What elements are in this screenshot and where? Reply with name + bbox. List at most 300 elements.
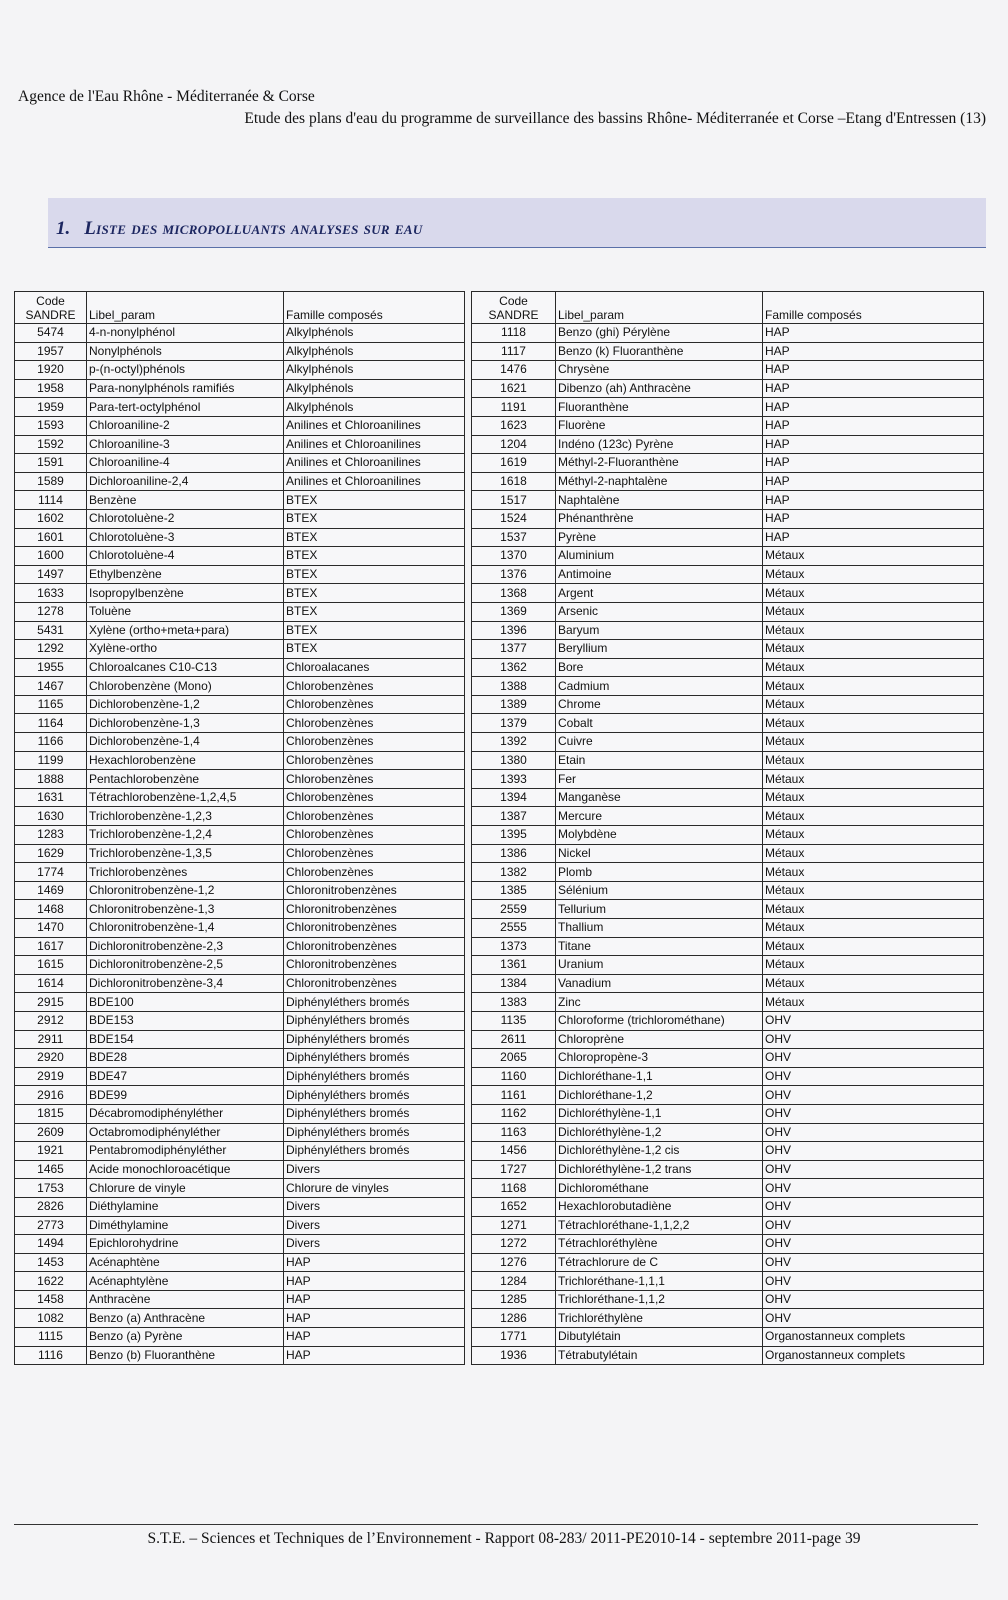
- cell-famille: OHV: [763, 1030, 984, 1049]
- cell-code-sandre: 2919: [15, 1067, 87, 1086]
- cell-famille: Organostanneux complets: [763, 1346, 984, 1365]
- table-row: [472, 733, 984, 752]
- cell-libel-param: Hexachlorobutadiène: [556, 1197, 763, 1216]
- cell-libel-param: Aluminium: [556, 547, 763, 566]
- cell-libel-param: Molybdène: [556, 826, 763, 845]
- cell-libel-param: Manganèse: [556, 788, 763, 807]
- cell-libel-param: Dibutylétain: [556, 1328, 763, 1347]
- cell-code-sandre: 1456: [472, 1142, 556, 1161]
- cell-code-sandre: 1370: [472, 547, 556, 566]
- cell-famille: BTEX: [284, 640, 465, 659]
- cell-code-sandre: 1652: [472, 1197, 556, 1216]
- table-row: [15, 621, 465, 640]
- cell-libel-param: Chlorobenzène (Mono): [87, 677, 284, 696]
- cell-code-sandre: 1888: [15, 770, 87, 789]
- header-famille-composes: Famille composés: [284, 292, 465, 324]
- table-row: [15, 788, 465, 807]
- cell-famille: Métaux: [763, 677, 984, 696]
- cell-famille: Alkylphénols: [284, 398, 465, 417]
- cell-famille: Anilines et Chloroanilines: [284, 416, 465, 435]
- cell-code-sandre: 1368: [472, 584, 556, 603]
- cell-famille: Métaux: [763, 807, 984, 826]
- cell-famille: Diphényléthers bromés: [284, 1049, 465, 1068]
- table-row: [472, 1160, 984, 1179]
- table-row: [15, 974, 465, 993]
- cell-code-sandre: 1476: [472, 361, 556, 380]
- cell-libel-param: Sélénium: [556, 881, 763, 900]
- cell-code-sandre: 1623: [472, 416, 556, 435]
- cell-code-sandre: 1384: [472, 974, 556, 993]
- cell-libel-param: Trichlorobenzènes: [87, 863, 284, 882]
- cell-famille: HAP: [763, 491, 984, 510]
- cell-famille: OHV: [763, 1011, 984, 1030]
- cell-code-sandre: 1619: [472, 454, 556, 473]
- cell-code-sandre: 1361: [472, 956, 556, 975]
- micropollutants-table-left: [14, 291, 465, 1365]
- cell-famille: Chlorobenzènes: [284, 770, 465, 789]
- section-number: 1.: [56, 218, 71, 239]
- cell-libel-param: Argent: [556, 584, 763, 603]
- cell-code-sandre: 1396: [472, 621, 556, 640]
- table-row: [15, 1253, 465, 1272]
- cell-famille: OHV: [763, 1067, 984, 1086]
- cell-libel-param: Dichloréthylène-1,1: [556, 1104, 763, 1123]
- table-row: [472, 993, 984, 1012]
- cell-code-sandre: 1376: [472, 565, 556, 584]
- table-row: [15, 454, 465, 473]
- cell-famille: Diphényléthers bromés: [284, 1030, 465, 1049]
- cell-famille: Chlorobenzènes: [284, 788, 465, 807]
- cell-libel-param: Chloronitrobenzène-1,3: [87, 900, 284, 919]
- header-libel-param: Libel_param: [556, 292, 763, 324]
- cell-famille: HAP: [763, 454, 984, 473]
- cell-libel-param: Zinc: [556, 993, 763, 1012]
- table-row: [15, 1067, 465, 1086]
- cell-libel-param: Nickel: [556, 844, 763, 863]
- cell-libel-param: Cuivre: [556, 733, 763, 752]
- cell-code-sandre: 1369: [472, 602, 556, 621]
- micropollutants-table-right: [471, 291, 984, 1365]
- cell-famille: Chlorobenzènes: [284, 826, 465, 845]
- cell-code-sandre: 1601: [15, 528, 87, 547]
- cell-code-sandre: 1458: [15, 1290, 87, 1309]
- cell-libel-param: Chloronitrobenzène-1,2: [87, 881, 284, 900]
- cell-code-sandre: 1602: [15, 509, 87, 528]
- table-row: [15, 1272, 465, 1291]
- cell-code-sandre: 1631: [15, 788, 87, 807]
- table-row: [472, 1197, 984, 1216]
- table-row: [15, 528, 465, 547]
- cell-code-sandre: 1386: [472, 844, 556, 863]
- cell-famille: BTEX: [284, 621, 465, 640]
- table-row: [472, 1179, 984, 1198]
- table-row: [15, 1235, 465, 1254]
- cell-libel-param: Décabromodiphényléther: [87, 1104, 284, 1123]
- cell-code-sandre: 1272: [472, 1235, 556, 1254]
- table-row: [472, 863, 984, 882]
- cell-famille: Métaux: [763, 547, 984, 566]
- cell-code-sandre: 1469: [15, 881, 87, 900]
- cell-famille: OHV: [763, 1216, 984, 1235]
- cell-code-sandre: 1385: [472, 881, 556, 900]
- table-row: [15, 881, 465, 900]
- cell-famille: Métaux: [763, 881, 984, 900]
- table-row: [472, 1216, 984, 1235]
- cell-famille: Diphényléthers bromés: [284, 1067, 465, 1086]
- cell-code-sandre: 1160: [472, 1067, 556, 1086]
- table-row: [15, 993, 465, 1012]
- cell-famille: Alkylphénols: [284, 361, 465, 380]
- table-row: [472, 324, 984, 343]
- cell-libel-param: Benzo (a) Pyrène: [87, 1328, 284, 1347]
- cell-code-sandre: 1278: [15, 602, 87, 621]
- cell-libel-param: Tétrachloréthane-1,1,2,2: [556, 1216, 763, 1235]
- cell-code-sandre: 1379: [472, 714, 556, 733]
- table-row: [15, 1011, 465, 1030]
- cell-libel-param: Dibenzo (ah) Anthracène: [556, 379, 763, 398]
- table-row: [472, 547, 984, 566]
- cell-code-sandre: 1470: [15, 919, 87, 938]
- cell-libel-param: Benzène: [87, 491, 284, 510]
- cell-libel-param: Chlorotoluène-4: [87, 547, 284, 566]
- cell-libel-param: Dichlorobenzène-1,3: [87, 714, 284, 733]
- table-row: [15, 863, 465, 882]
- cell-famille: OHV: [763, 1179, 984, 1198]
- cell-code-sandre: 1116: [15, 1346, 87, 1365]
- cell-libel-param: Ethylbenzène: [87, 565, 284, 584]
- cell-code-sandre: 1633: [15, 584, 87, 603]
- cell-famille: OHV: [763, 1123, 984, 1142]
- cell-famille: Métaux: [763, 826, 984, 845]
- table-row: [472, 491, 984, 510]
- cell-famille: Chlorobenzènes: [284, 863, 465, 882]
- cell-code-sandre: 2609: [15, 1123, 87, 1142]
- cell-code-sandre: 1285: [472, 1290, 556, 1309]
- table-row: [15, 900, 465, 919]
- cell-famille: HAP: [763, 472, 984, 491]
- cell-famille: HAP: [763, 398, 984, 417]
- header-code-line2: SANDRE: [488, 308, 539, 322]
- cell-code-sandre: 1771: [472, 1328, 556, 1347]
- cell-code-sandre: 2611: [472, 1030, 556, 1049]
- cell-famille: Chlorobenzènes: [284, 677, 465, 696]
- table-row: [472, 379, 984, 398]
- cell-libel-param: Dichlorobenzène-1,2: [87, 695, 284, 714]
- table-row: [472, 881, 984, 900]
- cell-famille: Diphényléthers bromés: [284, 993, 465, 1012]
- table-row: [15, 695, 465, 714]
- cell-famille: Chloroalacanes: [284, 658, 465, 677]
- cell-libel-param: Cobalt: [556, 714, 763, 733]
- cell-libel-param: Antimoine: [556, 565, 763, 584]
- cell-famille: BTEX: [284, 528, 465, 547]
- table-row: [472, 1104, 984, 1123]
- cell-code-sandre: 1600: [15, 547, 87, 566]
- cell-code-sandre: 1118: [472, 324, 556, 343]
- cell-famille: Alkylphénols: [284, 324, 465, 343]
- cell-code-sandre: 1453: [15, 1253, 87, 1272]
- cell-famille: Divers: [284, 1160, 465, 1179]
- table-row: [472, 1142, 984, 1161]
- table-row: [15, 1179, 465, 1198]
- table-row: [472, 1123, 984, 1142]
- cell-libel-param: Acénaphtène: [87, 1253, 284, 1272]
- cell-libel-param: Xylène-ortho: [87, 640, 284, 659]
- cell-code-sandre: 1494: [15, 1235, 87, 1254]
- cell-famille: Métaux: [763, 640, 984, 659]
- cell-famille: HAP: [284, 1346, 465, 1365]
- cell-code-sandre: 1622: [15, 1272, 87, 1291]
- cell-libel-param: Etain: [556, 751, 763, 770]
- cell-code-sandre: 1630: [15, 807, 87, 826]
- cell-code-sandre: 1117: [472, 342, 556, 361]
- table-row: [472, 900, 984, 919]
- cell-libel-param: Para-tert-octylphénol: [87, 398, 284, 417]
- cell-famille: Chloronitrobenzènes: [284, 900, 465, 919]
- cell-libel-param: Dichloréthylène-1,2: [556, 1123, 763, 1142]
- table-row: [472, 919, 984, 938]
- cell-libel-param: Nonylphénols: [87, 342, 284, 361]
- cell-code-sandre: 1921: [15, 1142, 87, 1161]
- cell-famille: OHV: [763, 1290, 984, 1309]
- cell-famille: HAP: [763, 528, 984, 547]
- cell-code-sandre: 2555: [472, 919, 556, 938]
- header-libel-param: Libel_param: [87, 292, 284, 324]
- cell-code-sandre: 1283: [15, 826, 87, 845]
- cell-code-sandre: 2559: [472, 900, 556, 919]
- table-row: [472, 695, 984, 714]
- section-heading-band: [48, 198, 986, 248]
- cell-libel-param: Dichloroaniline-2,4: [87, 472, 284, 491]
- cell-code-sandre: 1592: [15, 435, 87, 454]
- cell-libel-param: Chlorotoluène-3: [87, 528, 284, 547]
- table-row: [472, 1253, 984, 1272]
- cell-famille: Chlorure de vinyles: [284, 1179, 465, 1198]
- cell-code-sandre: 1382: [472, 863, 556, 882]
- cell-libel-param: Chloroaniline-3: [87, 435, 284, 454]
- cell-famille: Métaux: [763, 621, 984, 640]
- cell-libel-param: Fluoranthène: [556, 398, 763, 417]
- table-row: [15, 1290, 465, 1309]
- cell-famille: HAP: [763, 342, 984, 361]
- cell-code-sandre: 1958: [15, 379, 87, 398]
- table-row: [472, 807, 984, 826]
- table-row: [472, 1235, 984, 1254]
- cell-libel-param: BDE100: [87, 993, 284, 1012]
- cell-famille: Métaux: [763, 956, 984, 975]
- cell-famille: Chloronitrobenzènes: [284, 919, 465, 938]
- cell-libel-param: Chloroprène: [556, 1030, 763, 1049]
- cell-libel-param: Fluorène: [556, 416, 763, 435]
- cell-libel-param: Baryum: [556, 621, 763, 640]
- table-row: [15, 733, 465, 752]
- table-row: [15, 1049, 465, 1068]
- table-row: [15, 658, 465, 677]
- cell-code-sandre: 1135: [472, 1011, 556, 1030]
- cell-code-sandre: 1615: [15, 956, 87, 975]
- cell-famille: OHV: [763, 1253, 984, 1272]
- cell-famille: Divers: [284, 1235, 465, 1254]
- cell-famille: Métaux: [763, 733, 984, 752]
- cell-code-sandre: 1467: [15, 677, 87, 696]
- cell-code-sandre: 1395: [472, 826, 556, 845]
- cell-famille: Anilines et Chloroanilines: [284, 435, 465, 454]
- cell-famille: Métaux: [763, 974, 984, 993]
- cell-libel-param: Anthracène: [87, 1290, 284, 1309]
- table-row: [15, 919, 465, 938]
- table-row: [472, 677, 984, 696]
- cell-libel-param: Benzo (a) Anthracène: [87, 1309, 284, 1328]
- cell-libel-param: Naphtalène: [556, 491, 763, 510]
- table-row: [472, 454, 984, 473]
- cell-libel-param: Tétrachlorobenzène-1,2,4,5: [87, 788, 284, 807]
- cell-code-sandre: 1166: [15, 733, 87, 752]
- cell-libel-param: Chlorure de vinyle: [87, 1179, 284, 1198]
- cell-libel-param: Tellurium: [556, 900, 763, 919]
- cell-libel-param: Chloroaniline-4: [87, 454, 284, 473]
- cell-libel-param: Trichloréthylène: [556, 1309, 763, 1328]
- cell-code-sandre: 2065: [472, 1049, 556, 1068]
- cell-libel-param: Chlorotoluène-2: [87, 509, 284, 528]
- cell-famille: OHV: [763, 1235, 984, 1254]
- table-row: [472, 826, 984, 845]
- cell-famille: Alkylphénols: [284, 379, 465, 398]
- table-row: [472, 528, 984, 547]
- cell-code-sandre: 1614: [15, 974, 87, 993]
- cell-famille: HAP: [284, 1272, 465, 1291]
- cell-famille: OHV: [763, 1104, 984, 1123]
- cell-code-sandre: 2916: [15, 1086, 87, 1105]
- cell-famille: Diphényléthers bromés: [284, 1011, 465, 1030]
- table-row: [472, 1272, 984, 1291]
- table-row: [472, 416, 984, 435]
- cell-libel-param: Octabromodiphényléther: [87, 1123, 284, 1142]
- table-row: [15, 472, 465, 491]
- table-row: [15, 1328, 465, 1347]
- table-row: [15, 956, 465, 975]
- table-row: [15, 844, 465, 863]
- cell-code-sandre: 1497: [15, 565, 87, 584]
- table-row: [472, 714, 984, 733]
- cell-code-sandre: 1468: [15, 900, 87, 919]
- cell-code-sandre: 1162: [472, 1104, 556, 1123]
- cell-code-sandre: 1164: [15, 714, 87, 733]
- header-agency: Agence de l'Eau Rhône - Méditerranée & Corse: [18, 88, 315, 105]
- footer-text: S.T.E. – Sciences et Techniques de l’Environnement - Rapport 08-283/ 2011-PE2010-14 - septembre 2011-page 39: [147, 1530, 861, 1547]
- cell-libel-param: p-(n-octyl)phénols: [87, 361, 284, 380]
- table-row: [472, 1049, 984, 1068]
- table-row: [472, 509, 984, 528]
- cell-code-sandre: 1955: [15, 658, 87, 677]
- cell-code-sandre: 2911: [15, 1030, 87, 1049]
- cell-famille: OHV: [763, 1309, 984, 1328]
- cell-famille: Diphényléthers bromés: [284, 1086, 465, 1105]
- cell-code-sandre: 1621: [472, 379, 556, 398]
- cell-libel-param: Tétrachloréthylène: [556, 1235, 763, 1254]
- cell-famille: OHV: [763, 1086, 984, 1105]
- table-row: [15, 1104, 465, 1123]
- cell-code-sandre: 1161: [472, 1086, 556, 1105]
- cell-libel-param: Dichloronitrobenzène-3,4: [87, 974, 284, 993]
- table-row: [15, 640, 465, 659]
- table-row: [15, 677, 465, 696]
- cell-famille: Anilines et Chloroanilines: [284, 454, 465, 473]
- table-row: [472, 435, 984, 454]
- table-row: [472, 1067, 984, 1086]
- cell-code-sandre: 1388: [472, 677, 556, 696]
- cell-libel-param: Titane: [556, 937, 763, 956]
- header-study-title: Etude des plans d'eau du programme de surveillance des bassins Rhône- Méditerranée et Corse –Etang d'Entressen (13): [244, 110, 986, 127]
- cell-libel-param: Chloroalcanes C10-C13: [87, 658, 284, 677]
- cell-libel-param: Para-nonylphénols ramifiés: [87, 379, 284, 398]
- cell-libel-param: Dichlorométhane: [556, 1179, 763, 1198]
- section-title-text: Liste des micropolluants analyses sur eau: [84, 218, 423, 239]
- table-row: [472, 956, 984, 975]
- table-row: [15, 770, 465, 789]
- cell-libel-param: Tétrabutylétain: [556, 1346, 763, 1365]
- cell-code-sandre: 1774: [15, 863, 87, 882]
- cell-libel-param: Dichlorobenzène-1,4: [87, 733, 284, 752]
- cell-libel-param: Tétrachlorure de C: [556, 1253, 763, 1272]
- cell-famille: HAP: [763, 361, 984, 380]
- cell-famille: Chloronitrobenzènes: [284, 881, 465, 900]
- table-row: [15, 1123, 465, 1142]
- cell-code-sandre: 1517: [472, 491, 556, 510]
- cell-libel-param: Epichlorohydrine: [87, 1235, 284, 1254]
- table-row: [472, 1011, 984, 1030]
- cell-code-sandre: 1373: [472, 937, 556, 956]
- table-row: [15, 937, 465, 956]
- cell-code-sandre: 1377: [472, 640, 556, 659]
- cell-famille: HAP: [284, 1309, 465, 1328]
- cell-libel-param: Dichloréthylène-1,2 cis: [556, 1142, 763, 1161]
- cell-code-sandre: 1920: [15, 361, 87, 380]
- table-row: [15, 1216, 465, 1235]
- table-row: [472, 361, 984, 380]
- table-row: [472, 640, 984, 659]
- cell-famille: Chlorobenzènes: [284, 714, 465, 733]
- cell-code-sandre: 1362: [472, 658, 556, 677]
- cell-code-sandre: 1204: [472, 435, 556, 454]
- cell-code-sandre: 1753: [15, 1179, 87, 1198]
- cell-code-sandre: 2920: [15, 1049, 87, 1068]
- cell-famille: BTEX: [284, 509, 465, 528]
- header-code-sandre: [15, 292, 87, 324]
- cell-libel-param: Toluène: [87, 602, 284, 621]
- cell-famille: Diphényléthers bromés: [284, 1123, 465, 1142]
- table-row: [15, 714, 465, 733]
- header-code-sandre: [472, 292, 556, 324]
- cell-libel-param: Trichlorobenzène-1,2,4: [87, 826, 284, 845]
- cell-libel-param: Benzo (ghi) Pérylène: [556, 324, 763, 343]
- cell-libel-param: Xylène (ortho+meta+para): [87, 621, 284, 640]
- cell-famille: OHV: [763, 1142, 984, 1161]
- footer-divider: [14, 1524, 978, 1525]
- cell-libel-param: Chrysène: [556, 361, 763, 380]
- table-row: [15, 491, 465, 510]
- cell-libel-param: Bore: [556, 658, 763, 677]
- cell-famille: OHV: [763, 1272, 984, 1291]
- table-row: [15, 361, 465, 380]
- cell-code-sandre: 1115: [15, 1328, 87, 1347]
- cell-code-sandre: 1591: [15, 454, 87, 473]
- cell-famille: Chlorobenzènes: [284, 844, 465, 863]
- header-code-line2: SANDRE: [25, 308, 76, 322]
- cell-famille: BTEX: [284, 547, 465, 566]
- cell-libel-param: Dichloréthane-1,2: [556, 1086, 763, 1105]
- cell-famille: HAP: [284, 1328, 465, 1347]
- cell-libel-param: Trichlorobenzène-1,3,5: [87, 844, 284, 863]
